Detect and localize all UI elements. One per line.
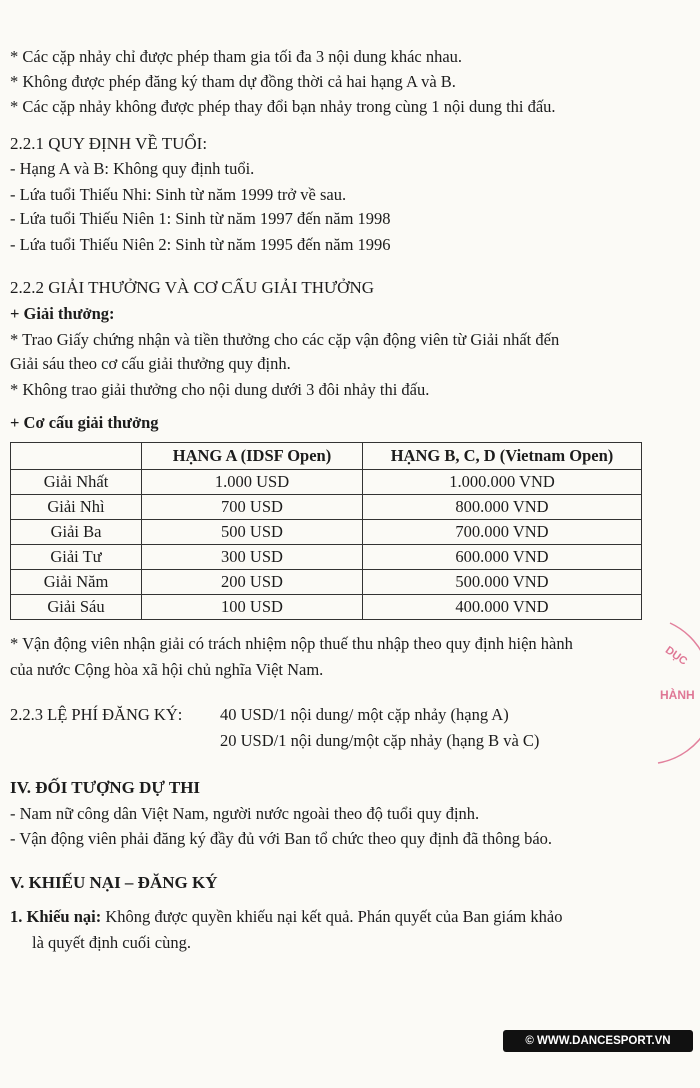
seal-text-top: DỤC: [662, 644, 690, 668]
prize-class-bcd: 700.000 VND: [363, 520, 642, 545]
prize-class-a: 700 USD: [142, 495, 363, 520]
complaint-line-1: [10, 907, 562, 927]
prize-name: Giải Nhất: [11, 470, 142, 495]
prize-name: Giải Nhì: [11, 495, 142, 520]
prize-class-a: 1.000 USD: [142, 470, 363, 495]
website-watermark: © WWW.DANCESPORT.VN: [503, 1030, 693, 1052]
tax-note-line-1: * Vận động viên nhận giải có trách nhiệm nộp thuế thu nhập theo quy định hiện hành: [10, 634, 573, 653]
prize-structure-heading: + Cơ cấu giải thưởng: [10, 413, 159, 432]
prize-name: Giải Ba: [11, 520, 142, 545]
prize-class-bcd: 800.000 VND: [363, 495, 642, 520]
prize-class-a: 300 USD: [142, 545, 363, 570]
prize-name: Giải Sáu: [11, 595, 142, 620]
official-seal-fragment: [648, 615, 700, 775]
section-5-title: V. KHIẾU NẠI – ĐĂNG KÝ: [10, 873, 218, 892]
prize-class-a: 100 USD: [142, 595, 363, 620]
rule-line-1: * Các cặp nhảy chỉ được phép tham gia tối đa 3 nội dung khác nhau.: [10, 47, 463, 66]
prize-class-bcd: 600.000 VND: [363, 545, 642, 570]
header-cell-class-a: HẠNG A (IDSF Open): [142, 443, 363, 470]
prizes-line-3: * Không trao giải thưởng cho nội dung dưới 3 đôi nhảy thi đấu.: [10, 380, 430, 399]
rule-line-3: * Các cặp nhảy không được phép thay đổi bạn nhảy trong cùng 1 nội dung thi đấu.: [10, 97, 556, 116]
seal-text-mid: HÀNH: [660, 688, 695, 702]
age-item-2: - Lứa tuổi Thiếu Nhi: Sinh từ năm 1999 trở về sau.: [10, 185, 347, 204]
prizes-line-2: Giải sáu theo cơ cấu giải thưởng quy định.: [10, 354, 291, 373]
complaint-label: 1. Khiếu nại:: [10, 907, 102, 926]
table-row: [11, 570, 642, 595]
prize-class-bcd: 500.000 VND: [363, 570, 642, 595]
table-row: [11, 595, 642, 620]
age-item-3: - Lứa tuổi Thiếu Niên 1: Sinh từ năm 1997 đến năm 1998: [10, 209, 391, 228]
age-item-4: - Lứa tuổi Thiếu Niên 2: Sinh từ năm 1995 đến năm 1996: [10, 235, 391, 254]
age-section-title: 2.2.1 QUY ĐỊNH VỀ TUỔI:: [10, 134, 208, 153]
prizes-section-title: 2.2.2 GIẢI THƯỞNG VÀ CƠ CẤU GIẢI THƯỞNG: [10, 278, 375, 297]
prizes-line-1: * Trao Giấy chứng nhận và tiền thưởng cho các cặp vận động viên từ Giải nhất đến: [10, 330, 560, 349]
fee-line-2: 20 USD/1 nội dung/một cặp nhảy (hạng B và C): [220, 731, 540, 750]
age-item-1: - Hạng A và B: Không quy định tuổi.: [10, 159, 255, 178]
prize-class-bcd: 400.000 VND: [363, 595, 642, 620]
fee-label: 2.2.3 LỆ PHÍ ĐĂNG KÝ:: [10, 705, 183, 724]
tax-note-line-2: của nước Cộng hòa xã hội chủ nghĩa Việt Nam.: [10, 660, 324, 679]
section-4-item-2: - Vận động viên phải đăng ký đầy đủ với Ban tổ chức theo quy định đã thông báo.: [10, 829, 553, 848]
prizes-subheading: + Giải thưởng:: [10, 304, 115, 323]
prize-name: Giải Năm: [11, 570, 142, 595]
prize-name: Giải Tư: [11, 545, 142, 570]
prize-table: [10, 442, 642, 620]
header-cell-blank: [11, 443, 142, 470]
fee-line-1: 40 USD/1 nội dung/ một cặp nhảy (hạng A): [220, 705, 509, 724]
section-4-item-1: - Nam nữ công dân Việt Nam, người nước ngoài theo độ tuổi quy định.: [10, 804, 480, 823]
table-row: [11, 495, 642, 520]
prize-class-bcd: 1.000.000 VND: [363, 470, 642, 495]
rule-line-2: * Không được phép đăng ký tham dự đồng thời cả hai hạng A và B.: [10, 72, 456, 91]
section-4-title: IV. ĐỐI TƯỢNG DỰ THI: [10, 778, 201, 797]
prize-table-header: [11, 443, 642, 470]
table-row: [11, 470, 642, 495]
header-cell-class-bcd: HẠNG B, C, D (Vietnam Open): [363, 443, 642, 470]
prize-class-a: 200 USD: [142, 570, 363, 595]
complaint-line-2: là quyết định cuối cùng.: [32, 933, 192, 952]
table-row: [11, 545, 642, 570]
table-row: [11, 520, 642, 545]
complaint-text: Không được quyền khiếu nại kết quả. Phán quyết của Ban giám khảo: [101, 907, 563, 926]
prize-class-a: 500 USD: [142, 520, 363, 545]
